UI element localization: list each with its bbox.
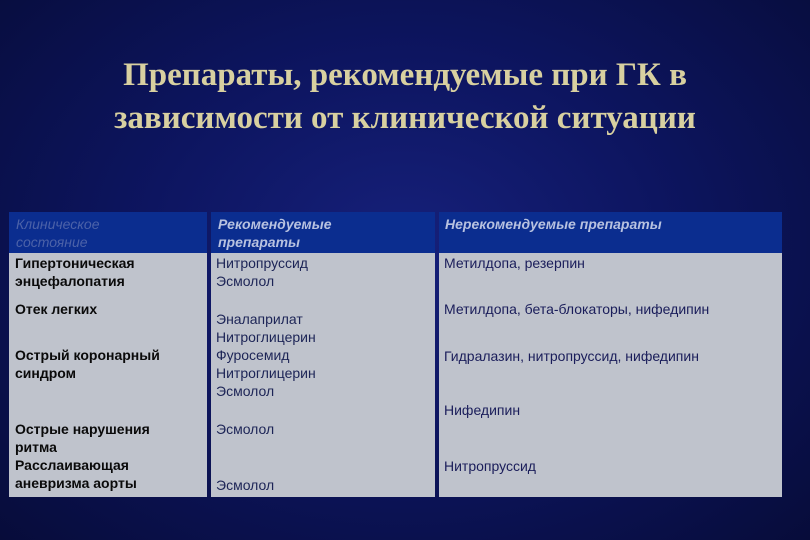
condition-text: ритма [15, 439, 57, 455]
recommended-drug: Фуросемид [216, 347, 290, 363]
recommended-drug: Нитропруссид [216, 255, 308, 271]
recommended-drug: Эналаприлат [216, 311, 303, 327]
not-recommended-drug: Нифедипин [444, 402, 521, 418]
header-condition-line-2: состояние [16, 234, 88, 250]
recommended-column [211, 253, 435, 497]
drug-table [9, 212, 782, 497]
recommended-drug: Эсмолол [216, 421, 275, 437]
title-line-1: Препараты, рекомендуемые при ГК в [123, 57, 687, 93]
recommended-drug: Эсмолол [216, 477, 275, 493]
not-recommended-drug: Метилдопа, резерпин [444, 255, 585, 271]
header-not-recommended: Нерекомендуемые препараты [445, 216, 662, 232]
not-recommended-drug: Нитропруссид [444, 458, 536, 474]
condition-text: Отек легких [15, 301, 98, 317]
recommended-drug: Нитроглицерин [216, 365, 316, 381]
header-recommended-line-1: Рекомендуемые [218, 216, 332, 232]
not-recommended-column [439, 253, 782, 497]
condition-column [9, 253, 207, 497]
title-line-2: зависимости от клинической ситуации [114, 100, 696, 136]
header-recommended-line-2: препараты [218, 234, 300, 250]
condition-text: энцефалопатия [15, 273, 125, 289]
condition-text: Гипертоническая [15, 255, 135, 271]
not-recommended-drug: Гидралазин, нитропруссид, нифедипин [444, 348, 699, 364]
condition-text: аневризма аорты [15, 475, 137, 491]
condition-text: Острый коронарный [15, 347, 160, 363]
header-cell-recommended [211, 212, 435, 253]
header-cell-condition [9, 212, 207, 253]
condition-text: Острые нарушения [15, 421, 150, 437]
condition-text: синдром [15, 365, 77, 381]
header-cell-not-recommended [439, 212, 782, 253]
recommended-drug: Эсмолол [216, 383, 275, 399]
not-recommended-drug: Метилдопа, бета-блокаторы, нифедипин [444, 301, 710, 317]
header-condition-line-1: Клиническое [16, 216, 100, 232]
recommended-drug: Эсмолол [216, 273, 275, 289]
recommended-drug: Нитроглицерин [216, 329, 316, 345]
slide-title [0, 54, 810, 140]
condition-text: Расслаивающая [15, 457, 129, 473]
